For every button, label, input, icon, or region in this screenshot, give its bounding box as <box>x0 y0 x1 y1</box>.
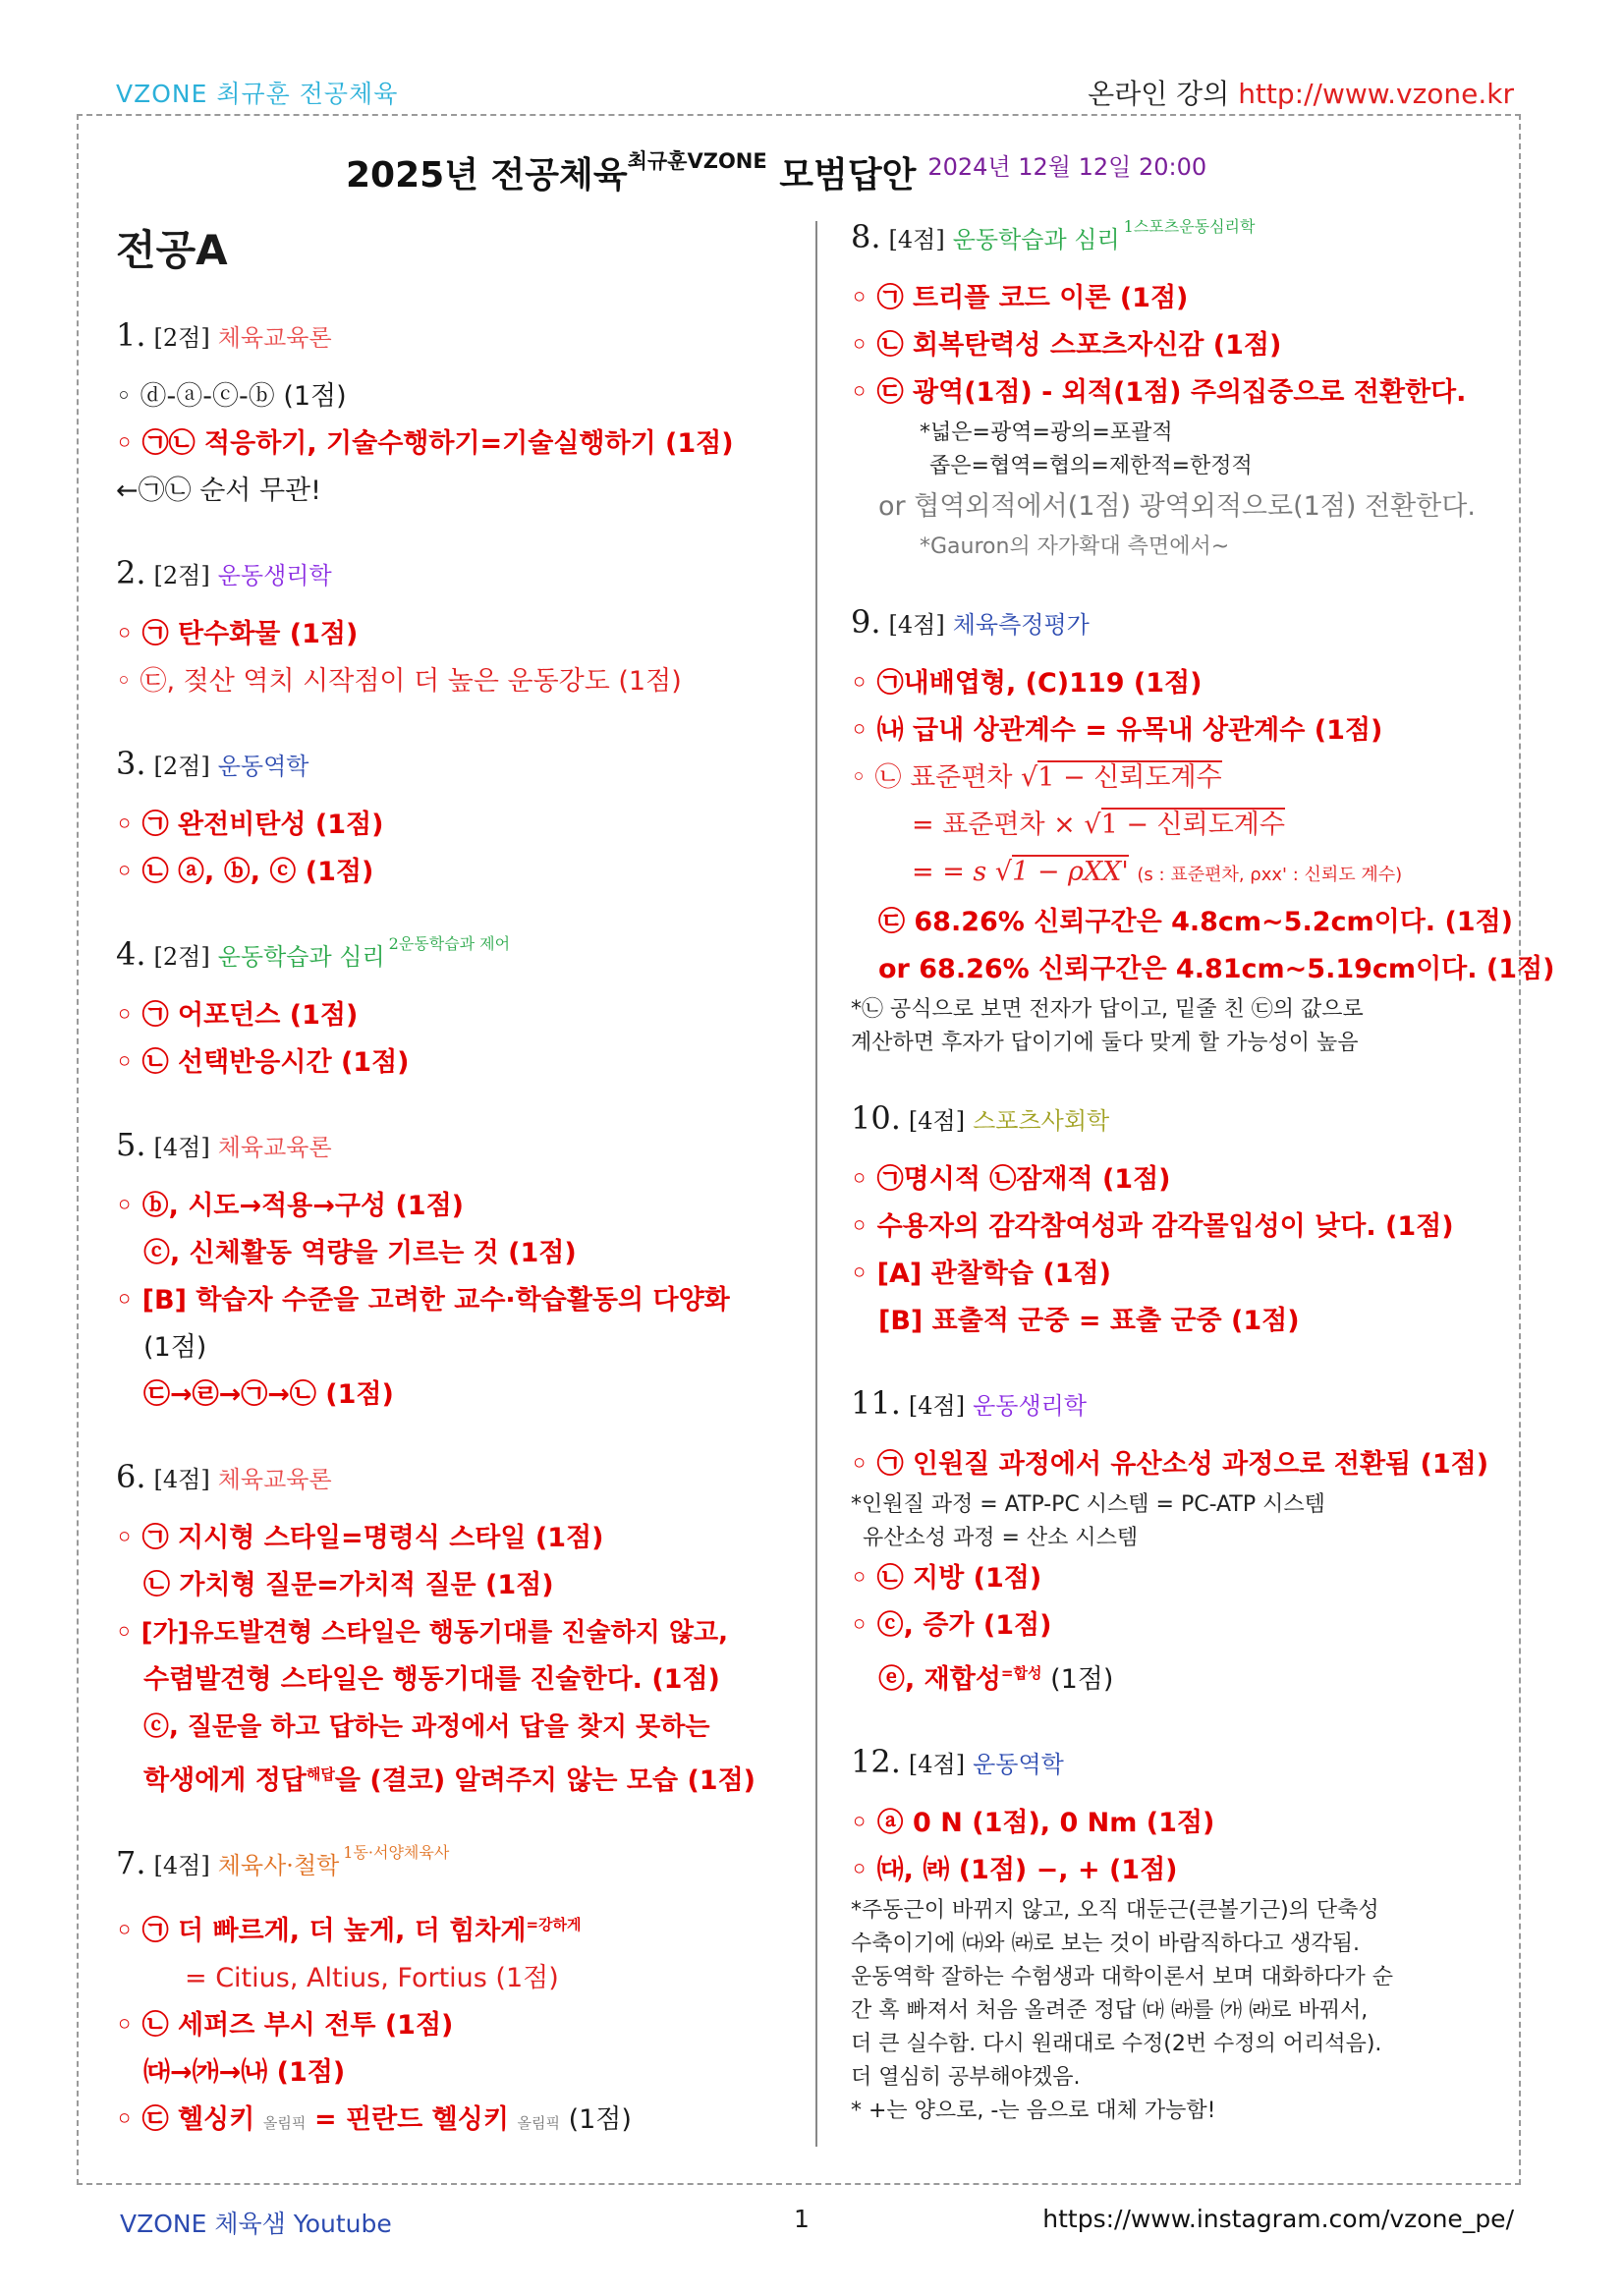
answer-line: ◦ ㉠ 탄수화물 (1점) <box>116 619 359 649</box>
question-2-header: 2. [2점] 운동생리학 <box>116 554 332 591</box>
question-9-header: 9. [4점] 체육측정평가 <box>851 603 1090 641</box>
answer-line: 수렴발견형 스타일은 행동기대를 진술한다. (1점) <box>143 1664 720 1695</box>
question-6-header: 6. [4점] 체육교육론 <box>116 1458 332 1495</box>
answer-line: (1점) <box>143 1332 207 1363</box>
answer-line: = 표준편차 × √1 − 신뢰도계수 <box>912 810 1285 840</box>
answer-line: ◦ ㉠ 더 빠르게, 더 높게, 더 힘차게$^{=강하게}$ <box>116 1916 582 1946</box>
answer-line: [B] 표출적 군중 = 표출 군중 (1점) <box>878 1306 1300 1336</box>
note-line: *인원질 과정 = ATP-PC 시스템 = PC-ATP 시스템 <box>851 1492 1325 1517</box>
answer-line: ◦ ㉠ 트리플 코드 이론 (1점) <box>851 283 1189 313</box>
page-title <box>346 147 1206 197</box>
question-1-header <box>116 316 794 354</box>
section-title: 전공A <box>116 226 228 274</box>
title-suffix: 모범답안 <box>766 155 917 196</box>
answer-line: ◦ [B] 학습자 수준을 고려한 교수·학습활동의 다양화 <box>116 1285 730 1316</box>
answer-line: ◦ ⓐ 0 N (1점), 0 Nm (1점) <box>851 1808 1215 1838</box>
answer-line: ◦ ㉠ 지시형 스타일=명령식 스타일 (1점) <box>116 1523 604 1553</box>
answer-line: ⓒ, 신체활동 역량을 기르는 것 (1점) <box>143 1238 577 1268</box>
answer-line: ⓔ, 재합성$^{=합성}$ (1점) <box>878 1664 1114 1695</box>
column-divider <box>815 221 817 2147</box>
answer-line: ◦ ㉠ 어포던스 (1점) <box>116 1000 359 1031</box>
header-right <box>1088 73 1514 112</box>
answer-line: ⓒ, 질문을 하고 답하는 과정에서 답을 찾지 못하는 <box>143 1712 710 1742</box>
answer-line: ◦ ㉢ 헬싱키 올림픽 = 핀란드 헬싱키 올림픽 (1점) <box>116 2104 632 2135</box>
note-line: 계산하면 후자가 답이기에 둘다 맞게 할 가능성이 높음 <box>851 1031 1359 1055</box>
title-main: 2025년 전공체육 <box>346 155 628 196</box>
answer-line: ◦ ㉡ 지방 (1점) <box>851 1563 1042 1594</box>
answer-line: ◦ 수용자의 감각참여성과 감각몰입성이 낮다. (1점) <box>851 1211 1454 1242</box>
note-line: * +는 양으로, -는 음으로 대체 가능함! <box>851 2099 1216 2123</box>
question-12-header: 12. [4점] 운동역학 <box>851 1743 1064 1780</box>
note-line: *넓은=광역=광의=포괄적 <box>920 420 1173 445</box>
answer-line: ㉢→㉣→㉠→㉡ (1점) <box>143 1379 394 1410</box>
left-column <box>116 218 794 2147</box>
answer-line: ◦ ㉡ ⓐ, ⓑ, ⓒ (1점) <box>116 857 374 887</box>
answer-line: ◦ ⓓ-ⓐ-ⓒ-ⓑ (1점) <box>116 381 347 412</box>
answer-line: ◦ ㉠ 완전비탄성 (1점) <box>116 810 384 840</box>
note-line: 수축이기에 ㈐와 ㈑로 보는 것이 바람직하다고 생각됨. <box>851 1932 1360 1956</box>
q-category: 체육교육론 <box>217 324 332 352</box>
note-line: *주동근이 바뀌지 않고, 오직 대둔근(큰볼기근)의 단축성 <box>851 1898 1379 1923</box>
note-line: 더 큰 실수함. 다시 원래대로 수정(2번 수정의 어리석음). <box>851 2032 1382 2056</box>
note-line: 좁은=협역=협의=제한적=한정적 <box>929 454 1253 478</box>
answer-line: ㈐→㈎→㈏ (1점) <box>143 2057 346 2088</box>
question-8-header: 8. [4점] 운동학습과 심리 $^{1스포츠운동심리학}$ <box>851 217 1256 255</box>
answer-line: = = s √1 − ρXX' (s : 표준편차, ρxx' : 신뢰도 계수) <box>912 857 1403 887</box>
right-column <box>851 217 1555 2128</box>
answer-line: ◦ ㈏ 급내 상관계수 = 유목내 상관계수 (1점) <box>851 715 1383 746</box>
footer-instagram-link[interactable]: https://www.instagram.com/vzone_pe/ <box>1042 2205 1514 2233</box>
question-3-header: 3. [2점] 운동역학 <box>116 745 309 782</box>
answer-line: ◦ ㉢, 젖산 역치 시작점이 더 높은 운동강도 (1점) <box>116 666 682 697</box>
question-4-header: 4. [2점] 운동학습과 심리 $^{2운동학습과 제어}$ <box>116 934 511 973</box>
page-number: 1 <box>794 2205 810 2233</box>
note-line: 운동역학 잘하는 수험생과 대학이론서 보며 대화하다가 순 <box>851 1965 1394 1989</box>
answer-line: ◦ ㉠㉡ 적응하기, 기술수행하기=기술실행하기 (1점) <box>116 428 734 459</box>
answer-line: ◦ ㉠내배엽형, (C)119 (1점) <box>851 668 1203 699</box>
answer-line: 학생에게 정답$^{해답}$을 (결코) 알려주지 않는 모습 (1점) <box>143 1765 756 1796</box>
note-line: *Gauron의 자가확대 측면에서~ <box>920 534 1230 559</box>
title-date: 2024년 12월 12일 20:00 <box>927 153 1207 181</box>
answer-line: ◦ ㉠명시적 ㉡잠재적 (1점) <box>851 1164 1171 1195</box>
answer-line: ←㉠㉡ 순서 무관! <box>116 476 321 506</box>
q-points: [2점] <box>153 324 210 352</box>
note-line: 유산소성 과정 = 산소 시스템 <box>863 1526 1139 1550</box>
question-10-header: 10. [4점] 스포츠사회학 <box>851 1099 1110 1137</box>
answer-line: ◦ ⓑ, 시도→적용→구성 (1점) <box>116 1191 464 1221</box>
answer-line: = Citius, Altius, Fortius (1점) <box>185 1963 559 1993</box>
question-5-header: 5. [4점] 체육교육론 <box>116 1126 332 1163</box>
note-line: 더 열심히 공부해야겠음. <box>851 2065 1081 2090</box>
footer-left: VZONE 체육샘 Youtube <box>120 2210 392 2238</box>
answer-line: ◦ ㉠ 인원질 과정에서 유산소성 과정으로 전환됨 (1점) <box>851 1449 1489 1480</box>
answer-line: ㉢ 68.26% 신뢰구간은 4.8cm~5.2cm이다. (1점) <box>878 907 1513 937</box>
answer-line: ◦ ㉢ 광역(1점) - 외적(1점) 주의집중으로 전환한다. <box>851 377 1467 408</box>
answer-line: ◦ ㉡ 회복탄력성 스포츠자신감 (1점) <box>851 330 1282 361</box>
title-sup: 최규훈VZONE <box>627 149 767 173</box>
answer-line: or 68.26% 신뢰구간은 4.81cm~5.19cm이다. (1점) <box>878 954 1555 984</box>
header-right-label: 온라인 강의 <box>1088 78 1239 110</box>
answer-line: ◦ ㈐, ㈑ (1점) −, + (1점) <box>851 1855 1178 1885</box>
header-left: VZONE 최규훈 전공체육 <box>116 80 399 108</box>
answer-line: ◦ ㉡ 세퍼즈 부시 전투 (1점) <box>116 2010 454 2041</box>
header-url-link[interactable]: http://www.vzone.kr <box>1238 78 1514 110</box>
answer-line: ㉡ 가치형 질문=가치적 질문 (1점) <box>143 1570 554 1600</box>
answer-line: ◦ [A] 관찰학습 (1점) <box>851 1259 1111 1289</box>
question-7-header: 7. [4점] 체육사·철학 $^{1동\cdot 서양체육사}$ <box>116 1843 450 1881</box>
answer-line: ◦ ㉡ 표준편차 √1 − 신뢰도계수 <box>851 762 1222 793</box>
question-11-header: 11. [4점] 운동생리학 <box>851 1384 1087 1422</box>
answer-line: ◦ ⓒ, 증가 (1점) <box>851 1610 1052 1641</box>
note-line: *㉡ 공식으로 보면 전자가 답이고, 밑줄 친 ㉢의 값으로 <box>851 997 1364 1022</box>
answer-line: or 협역외적에서(1점) 광역외적으로(1점) 전환한다. <box>878 491 1476 522</box>
answer-line: ◦ [가]유도발견형 스타일은 행동기대를 진술하지 않고, <box>116 1618 728 1648</box>
q-num: 1. <box>116 316 146 354</box>
note-line: 간 혹 빠져서 처음 올려준 정답 ㈐ ㈑를 ㈎ ㈑로 바꿔서, <box>851 1998 1369 2023</box>
answer-line: ◦ ㉡ 선택반응시간 (1점) <box>116 1047 410 1078</box>
